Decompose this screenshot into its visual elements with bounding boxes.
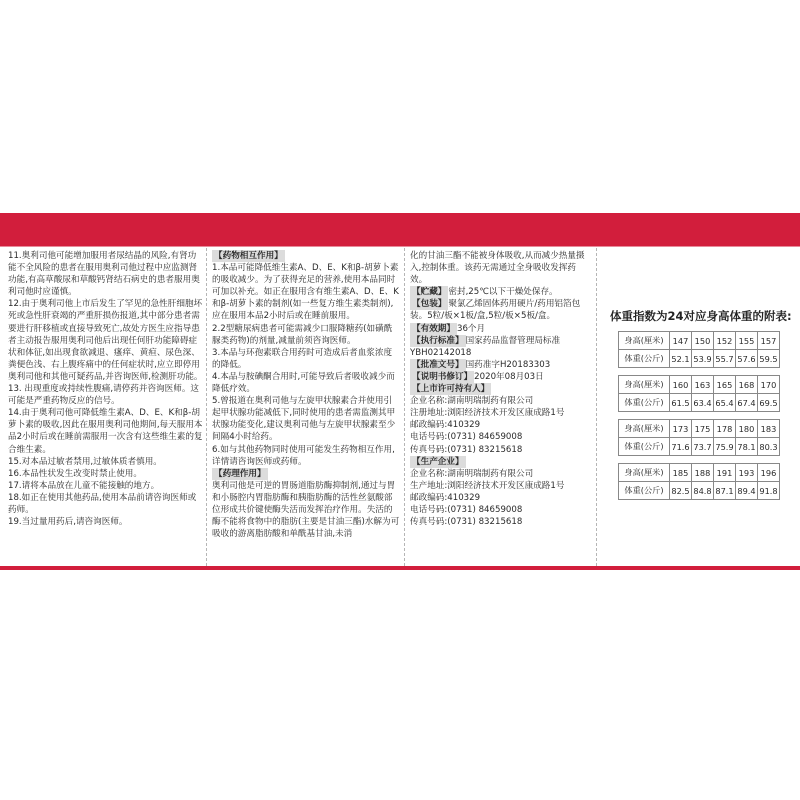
weight-cell: 52.1	[670, 350, 692, 368]
height-cell: 160	[670, 376, 692, 394]
height-cell: 147	[670, 332, 692, 350]
pharmacology-text: 奥利司他是可逆的胃肠道脂肪酶抑制剂,通过与胃和小肠腔内胃脂肪酶和胰脂肪酶的活性丝氨酸部位形成共价键使酶失活而发挥治疗作用。失活的酶不能将食物中的脂肪(主要是甘油三酯)水解为可吸收的游离脂肪酸和单酰基甘油,未消	[212, 480, 400, 540]
height-cell: 165	[714, 376, 736, 394]
maker-line: 企业名称:湖南明瑞制药有限公司	[410, 468, 534, 479]
revision-text: 2020年08月03日	[474, 371, 544, 382]
weight-cell: 91.8	[758, 482, 780, 500]
height-cell: 155	[736, 332, 758, 350]
weight-cell: 87.1	[714, 482, 736, 500]
bmi-table	[618, 463, 780, 500]
weight-cell: 65.4	[714, 394, 736, 412]
height-cell: 185	[670, 464, 692, 482]
section-heading-interactions: 【药物相互作用】	[214, 251, 283, 261]
weight-cell: 59.5	[758, 350, 780, 368]
validity-text: 36个月	[456, 323, 486, 334]
precautions-column	[8, 250, 204, 528]
weight-cell: 75.9	[714, 438, 736, 456]
column-divider	[206, 248, 207, 566]
height-label: 身高(厘米)	[619, 464, 670, 482]
storage-text: 密封,25℃以下干燥处保存。	[448, 287, 558, 298]
interaction-item: 4.本品与胺碘酮合用时,可能导致后者吸收减少而降低疗效。	[212, 371, 395, 395]
weight-cell: 82.5	[670, 482, 692, 500]
precaution-item: 12.由于奥利司他上市后发生了罕见的急性肝细胞坏死或急性肝衰竭的严重肝损伤报道,其中部分患者需要进行肝移植或直接导致死亡,故处方医生应指导患者主动报告服用奥利司他后出现任何肝功能障碍症状和体征,如出现食欲减退、瘙痒、黄疸、尿色深、粪便色浅、右上腹疼痛中的任何症状时,应立即停用奥利司他和其他可疑药品,并咨询医师,检测肝功能。	[8, 299, 203, 382]
interaction-item: 3.本品与环孢素联合用药时可造成后者血浆浓度的降低。	[212, 347, 393, 370]
weight-row	[619, 438, 780, 456]
height-row	[619, 464, 780, 482]
height-cell: 188	[692, 464, 714, 482]
height-cell: 170	[758, 376, 780, 394]
precaution-item: 15.对本品过敏者禁用,过敏体质者慎用。	[8, 456, 162, 467]
height-cell: 178	[714, 420, 736, 438]
weight-cell: 61.5	[670, 394, 692, 412]
weight-cell: 69.5	[758, 394, 780, 412]
height-cell: 163	[692, 376, 714, 394]
holder-line: 注册地址:浏阳经济技术开发区康成路1号	[410, 408, 565, 419]
height-cell: 175	[692, 420, 714, 438]
weight-cell: 67.4	[736, 394, 758, 412]
approval-text: 国药准字H20183303	[465, 359, 551, 370]
red-top-band	[0, 213, 800, 246]
top-band-edge	[0, 246, 800, 247]
validity-label: 【有效期】	[412, 323, 455, 334]
height-cell: 173	[670, 420, 692, 438]
precaution-item: 13. 出现重度或持续性腹痛,请停药并咨询医师。这可能是严重药物反应的信号。	[8, 384, 200, 407]
standard-label: 【执行标准】	[412, 335, 464, 346]
weight-cell: 53.9	[692, 350, 714, 368]
holder-line: 企业名称:湖南明瑞制药有限公司	[410, 396, 534, 407]
column-divider	[596, 248, 597, 566]
maker-line: 电话号码:(0731) 84659008	[410, 504, 523, 515]
revision-label: 【说明书修订】	[412, 371, 473, 382]
standard-text: 国家药品监督管理局标准YBH02142018	[410, 335, 561, 358]
weight-row	[619, 350, 780, 368]
interactions-column	[212, 250, 400, 540]
height-cell: 180	[736, 420, 758, 438]
weight-cell: 63.4	[692, 394, 714, 412]
height-row	[619, 332, 780, 350]
bmi-table	[618, 419, 780, 456]
weight-label: 体重(公斤)	[619, 482, 670, 500]
weight-cell: 57.6	[736, 350, 758, 368]
height-row	[619, 376, 780, 394]
weight-cell: 78.1	[736, 438, 758, 456]
height-cell: 191	[714, 464, 736, 482]
height-cell: 183	[758, 420, 780, 438]
interaction-item: 6.如与其他药物同时使用可能发生药物相互作用,详情请咨询医师或药师。	[212, 444, 395, 467]
maker-label: 【生产企业】	[412, 456, 464, 467]
precaution-item: 16.本品性状发生改变时禁止使用。	[8, 468, 142, 479]
height-cell: 157	[758, 332, 780, 350]
package-label: 【包装】	[412, 299, 447, 310]
bmi-table	[618, 375, 780, 412]
package-text: 聚氯乙烯固体药用硬片/药用铝箔包装。5粒/板×1板/盒,5粒/板×5板/盒。	[410, 299, 581, 322]
height-cell: 193	[736, 464, 758, 482]
weight-cell: 80.3	[758, 438, 780, 456]
red-bottom-band	[0, 566, 800, 570]
height-cell: 168	[736, 376, 758, 394]
interaction-item: 5.曾报道在奥利司他与左旋甲状腺素合并使用引起甲状腺功能减低下,同时使用的患者需监测其甲状腺功能变化,建议奥利司他与左旋甲状腺素至少间隔4小时给药。	[212, 396, 396, 443]
maker-line: 邮政编码:410329	[410, 492, 481, 503]
holder-label: 【上市许可持有人】	[412, 384, 490, 395]
product-info-column	[410, 250, 590, 528]
precaution-item: 18.如正在使用其他药品,使用本品前请咨询医师或药师。	[8, 492, 197, 515]
height-row	[619, 420, 780, 438]
weight-cell: 84.8	[692, 482, 714, 500]
pharmacology-continued: 化的甘油三酯不能被身体吸收,从而减少热量摄入,控制体重。该药无需通过全身吸收发挥药效。	[410, 251, 585, 286]
holder-line: 传真号码:(0731) 83215618	[410, 444, 523, 455]
weight-label: 体重(公斤)	[619, 438, 670, 456]
maker-line: 传真号码:(0731) 83215618	[410, 517, 523, 528]
weight-label: 体重(公斤)	[619, 394, 670, 412]
weight-label: 体重(公斤)	[619, 350, 670, 368]
height-label: 身高(厘米)	[619, 332, 670, 350]
section-heading-pharmacology: 【药理作用】	[214, 468, 266, 479]
height-label: 身高(厘米)	[619, 376, 670, 394]
height-cell: 152	[714, 332, 736, 350]
weight-cell: 73.7	[692, 438, 714, 456]
holder-line: 邮政编码:410329	[410, 420, 481, 431]
precaution-item: 17.请将本品放在儿童不能接触的地方。	[8, 480, 160, 491]
weight-cell: 55.7	[714, 350, 736, 368]
bmi-table	[618, 331, 780, 368]
height-cell: 196	[758, 464, 780, 482]
weight-row	[619, 394, 780, 412]
approval-label: 【批准文号】	[412, 359, 464, 370]
height-cell: 150	[692, 332, 714, 350]
precaution-item: 14.由于奥利司他可降低维生素A、D、E、K和β-胡萝卜素的吸收,因此在服用奥利司他期间,每天服用本品2小时后或在睡前需服用一次含有这些维生素的复合维生素。	[8, 408, 203, 455]
precaution-item: 11.奥利司他可能增加服用者尿结晶的风险,有肾功能不全风险的患者在服用奥利司他过程中应监测肾功能,有高草酸尿和草酸钙肾结石病史的患者服用奥利司他时应谨慎。	[8, 251, 200, 298]
interaction-item: 2.2型糖尿病患者可能需减少口服降糖药(如磺酰脲类药物)的剂量,减量前须咨询医师。	[212, 323, 393, 346]
column-divider	[404, 248, 405, 566]
maker-line: 生产地址:浏阳经济技术开发区康成路1号	[410, 480, 565, 491]
weight-row	[619, 482, 780, 500]
bmi-table-title: 体重指数为24对应身高体重的附表:	[610, 309, 792, 323]
height-label: 身高(厘米)	[619, 420, 670, 438]
interaction-item: 1.本品可能降低维生素A、D、E、K和β-胡萝卜素的吸收减少。为了获得充足的营养,使用本品同时可加以补充。如正在服用含有维生素A、D、E、K和β-胡萝卜素的制剂(如一些复方维生素类制剂),应在服用本品2小时后或在睡前服用。	[212, 263, 399, 322]
weight-cell: 89.4	[736, 482, 758, 500]
precaution-item: 19.当过量用药后,请咨询医师。	[8, 517, 128, 528]
holder-line: 电话号码:(0731) 84659008	[410, 432, 523, 443]
weight-cell: 71.6	[670, 438, 692, 456]
storage-label: 【贮藏】	[412, 287, 447, 298]
